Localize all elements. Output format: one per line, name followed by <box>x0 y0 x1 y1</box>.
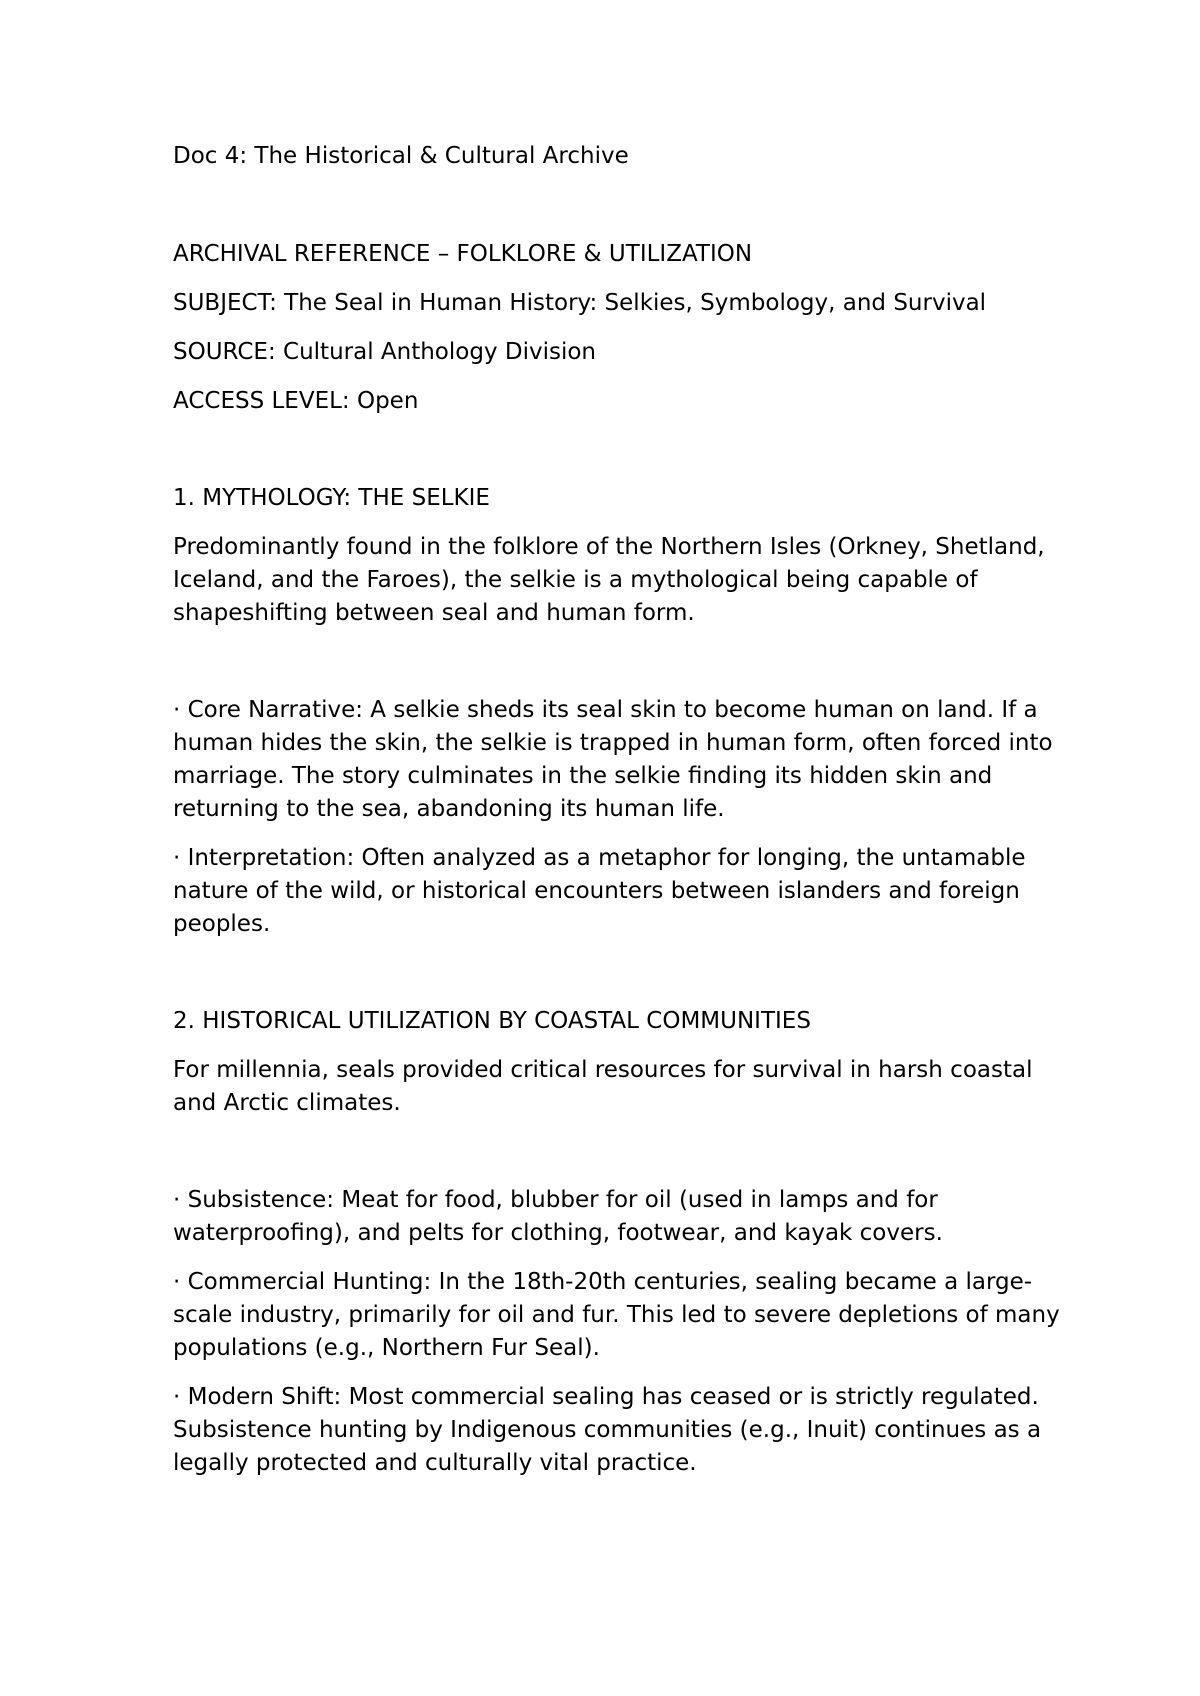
section-intro-mythology: Predominantly found in the folklore of the Northern Isles (Orkney, Shetland, Iceland, and the Faroes), the selkie is a mythological being capable of shapeshifting between seal and human form. <box>173 534 1045 626</box>
section-heading-mythology: 1. MYTHOLOGY: THE SELKIE <box>173 485 490 511</box>
bullet-interpretation: · Interpretation: Often analyzed as a metaphor for longing, the untamable nature of the wild, or historical encounters between islanders and foreign peoples. <box>173 845 1026 937</box>
source-line: SOURCE: Cultural Anthology Division <box>173 339 596 365</box>
archival-reference: ARCHIVAL REFERENCE – FOLKLORE & UTILIZATION <box>173 241 753 267</box>
bullet-core-narrative: · Core Narrative: A selkie sheds its seal skin to become human on land. If a human hides the skin, the selkie is trapped in human form, often forced into marriage. The story culminates in the selkie finding its hidden skin and returning to the sea, abandoning its human life. <box>173 697 1053 822</box>
bullet-commercial-hunting: · Commercial Hunting: In the 18th-20th centuries, sealing became a large-scale industry, primarily for oil and fur. This led to severe depletions of many populations (e.g., Northern Fur Seal). <box>173 1269 1060 1361</box>
document-page <box>173 140 1073 1496</box>
section-heading-historical-utilization: 2. HISTORICAL UTILIZATION BY COASTAL COMMUNITIES <box>173 1008 811 1034</box>
access-level-line: ACCESS LEVEL: Open <box>173 388 419 414</box>
bullet-modern-shift: · Modern Shift: Most commercial sealing has ceased or is strictly regulated. Subsistence hunting by Indigenous communities (e.g., Inuit) continues as a legally protected and culturally vital practice. <box>173 1384 1042 1476</box>
document-title: Doc 4: The Historical & Cultural Archive <box>173 143 629 169</box>
subject-line: SUBJECT: The Seal in Human History: Selkies, Symbology, and Survival <box>173 290 987 316</box>
section-intro-historical-utilization: For millennia, seals provided critical resources for survival in harsh coastal and Arctic climates. <box>173 1057 1033 1116</box>
bullet-subsistence: · Subsistence: Meat for food, blubber for oil (used in lamps and for waterproofing), and pelts for clothing, footwear, and kayak covers. <box>173 1187 943 1246</box>
